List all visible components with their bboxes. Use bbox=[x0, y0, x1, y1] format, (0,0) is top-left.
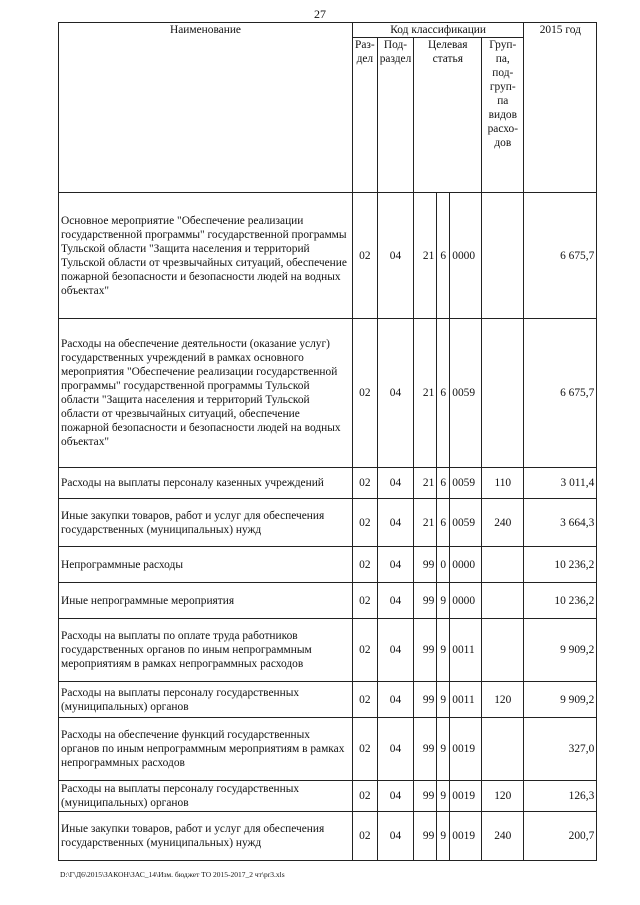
row-section: 02 bbox=[353, 718, 378, 781]
row-name: Расходы на обеспечение функций государственных органов по иным непрограммным мероприятиям в рамках непрограммных расходов bbox=[59, 718, 353, 781]
row-expense-group: 110 bbox=[482, 468, 524, 499]
row-expense-group bbox=[482, 547, 524, 583]
row-target-subprogram: 9 bbox=[437, 583, 450, 619]
row-target-number: 0059 bbox=[450, 468, 482, 499]
row-expense-group bbox=[482, 718, 524, 781]
row-target-subprogram: 9 bbox=[437, 781, 450, 812]
row-target-number: 0000 bbox=[450, 547, 482, 583]
row-amount: 10 236,2 bbox=[524, 583, 597, 619]
header-name: Наименование bbox=[59, 23, 353, 193]
row-expense-group bbox=[482, 193, 524, 319]
row-target-number: 0000 bbox=[450, 193, 482, 319]
row-section: 02 bbox=[353, 682, 378, 718]
table-row bbox=[59, 583, 597, 619]
row-amount: 3 664,3 bbox=[524, 499, 597, 547]
row-subsection: 04 bbox=[377, 781, 414, 812]
row-section: 02 bbox=[353, 319, 378, 468]
row-target-program: 99 bbox=[414, 547, 437, 583]
row-amount: 6 675,7 bbox=[524, 319, 597, 468]
row-section: 02 bbox=[353, 781, 378, 812]
row-expense-group: 120 bbox=[482, 682, 524, 718]
row-target-program: 21 bbox=[414, 468, 437, 499]
row-target-program: 21 bbox=[414, 319, 437, 468]
row-section: 02 bbox=[353, 547, 378, 583]
header-year: 2015 год bbox=[524, 23, 597, 193]
row-expense-group: 240 bbox=[482, 499, 524, 547]
table-row bbox=[59, 682, 597, 718]
row-target-subprogram: 0 bbox=[437, 547, 450, 583]
row-section: 02 bbox=[353, 468, 378, 499]
header-subsection: Под- раздел bbox=[377, 38, 414, 193]
footer-path: D:\Г\Д6\2015\ЗАКОН\ЗАС_14\Изм. бюджет ТО 2015-2017_2 чт\pr3.xls bbox=[60, 870, 285, 879]
row-target-subprogram: 6 bbox=[437, 468, 450, 499]
row-name: Расходы на выплаты персоналу государственных (муниципальных) органов bbox=[59, 682, 353, 718]
header-section: Раз- дел bbox=[353, 38, 378, 193]
header-classification: Код классификации bbox=[353, 23, 524, 38]
row-expense-group bbox=[482, 583, 524, 619]
row-amount: 6 675,7 bbox=[524, 193, 597, 319]
row-name: Основное мероприятие "Обеспечение реализации государственной программы" государственной программы Тульской области "Защита населения и территорий Тульской области от чрезвычайных ситуаций, обеспечение пожарной безопасности и безопасности людей на водных объектах" bbox=[59, 193, 353, 319]
row-target-number: 0011 bbox=[450, 682, 482, 718]
row-section: 02 bbox=[353, 499, 378, 547]
row-target-subprogram: 9 bbox=[437, 718, 450, 781]
row-subsection: 04 bbox=[377, 682, 414, 718]
row-section: 02 bbox=[353, 583, 378, 619]
row-target-program: 99 bbox=[414, 781, 437, 812]
table-row bbox=[59, 812, 597, 861]
table-row bbox=[59, 193, 597, 319]
row-target-program: 21 bbox=[414, 499, 437, 547]
row-target-program: 99 bbox=[414, 619, 437, 682]
row-expense-group: 120 bbox=[482, 781, 524, 812]
row-amount: 3 011,4 bbox=[524, 468, 597, 499]
row-subsection: 04 bbox=[377, 812, 414, 861]
row-name: Расходы на выплаты персоналу казенных учреждений bbox=[59, 468, 353, 499]
table-row bbox=[59, 781, 597, 812]
row-target-subprogram: 9 bbox=[437, 682, 450, 718]
table-row bbox=[59, 619, 597, 682]
row-target-number: 0011 bbox=[450, 619, 482, 682]
row-subsection: 04 bbox=[377, 468, 414, 499]
row-target-number: 0019 bbox=[450, 812, 482, 861]
table-row bbox=[59, 468, 597, 499]
row-name: Расходы на обеспечение деятельности (оказание услуг) государственных учреждений в рамках основного мероприятия "Обеспечение реализации государственной программы" государственной программы Тульской области "Защита населения и территорий Тульской области от чрезвычайных ситуаций, обеспечение пожарной безопасности и безопасности людей на водных объектах" bbox=[59, 319, 353, 468]
row-target-subprogram: 6 bbox=[437, 319, 450, 468]
row-section: 02 bbox=[353, 619, 378, 682]
row-target-number: 0019 bbox=[450, 781, 482, 812]
row-amount: 9 909,2 bbox=[524, 619, 597, 682]
row-target-program: 99 bbox=[414, 812, 437, 861]
row-subsection: 04 bbox=[377, 193, 414, 319]
row-amount: 327,0 bbox=[524, 718, 597, 781]
row-name: Расходы на выплаты персоналу государственных (муниципальных) органов bbox=[59, 781, 353, 812]
row-expense-group bbox=[482, 619, 524, 682]
row-target-number: 0019 bbox=[450, 718, 482, 781]
row-target-number: 0059 bbox=[450, 319, 482, 468]
row-target-subprogram: 6 bbox=[437, 499, 450, 547]
row-subsection: 04 bbox=[377, 499, 414, 547]
budget-table bbox=[58, 22, 597, 861]
row-target-number: 0000 bbox=[450, 583, 482, 619]
row-expense-group bbox=[482, 319, 524, 468]
row-subsection: 04 bbox=[377, 619, 414, 682]
row-name: Иные закупки товаров, работ и услуг для обеспечения государственных (муниципальных) нужд bbox=[59, 499, 353, 547]
table-row bbox=[59, 499, 597, 547]
row-target-program: 99 bbox=[414, 682, 437, 718]
table-row bbox=[59, 319, 597, 468]
row-target-program: 21 bbox=[414, 193, 437, 319]
row-subsection: 04 bbox=[377, 547, 414, 583]
row-amount: 10 236,2 bbox=[524, 547, 597, 583]
row-subsection: 04 bbox=[377, 319, 414, 468]
table-row bbox=[59, 547, 597, 583]
row-target-number: 0059 bbox=[450, 499, 482, 547]
row-subsection: 04 bbox=[377, 718, 414, 781]
page-number: 27 bbox=[314, 7, 326, 21]
row-name: Расходы на выплаты по оплате труда работников государственных органов по иным непрограммным мероприятиям в рамках непрограммных расходов bbox=[59, 619, 353, 682]
row-section: 02 bbox=[353, 193, 378, 319]
row-amount: 126,3 bbox=[524, 781, 597, 812]
table-row bbox=[59, 718, 597, 781]
row-expense-group: 240 bbox=[482, 812, 524, 861]
row-name: Непрограммные расходы bbox=[59, 547, 353, 583]
row-amount: 9 909,2 bbox=[524, 682, 597, 718]
row-name: Иные непрограммные мероприятия bbox=[59, 583, 353, 619]
row-name: Иные закупки товаров, работ и услуг для обеспечения государственных (муниципальных) нужд bbox=[59, 812, 353, 861]
row-target-program: 99 bbox=[414, 583, 437, 619]
row-target-subprogram: 9 bbox=[437, 812, 450, 861]
row-subsection: 04 bbox=[377, 583, 414, 619]
row-section: 02 bbox=[353, 812, 378, 861]
row-target-subprogram: 6 bbox=[437, 193, 450, 319]
header-group: Груп- па, под- груп- па видов расхо- дов bbox=[482, 38, 524, 193]
row-target-subprogram: 9 bbox=[437, 619, 450, 682]
row-target-program: 99 bbox=[414, 718, 437, 781]
header-target: Целевая статья bbox=[414, 38, 482, 193]
row-amount: 200,7 bbox=[524, 812, 597, 861]
